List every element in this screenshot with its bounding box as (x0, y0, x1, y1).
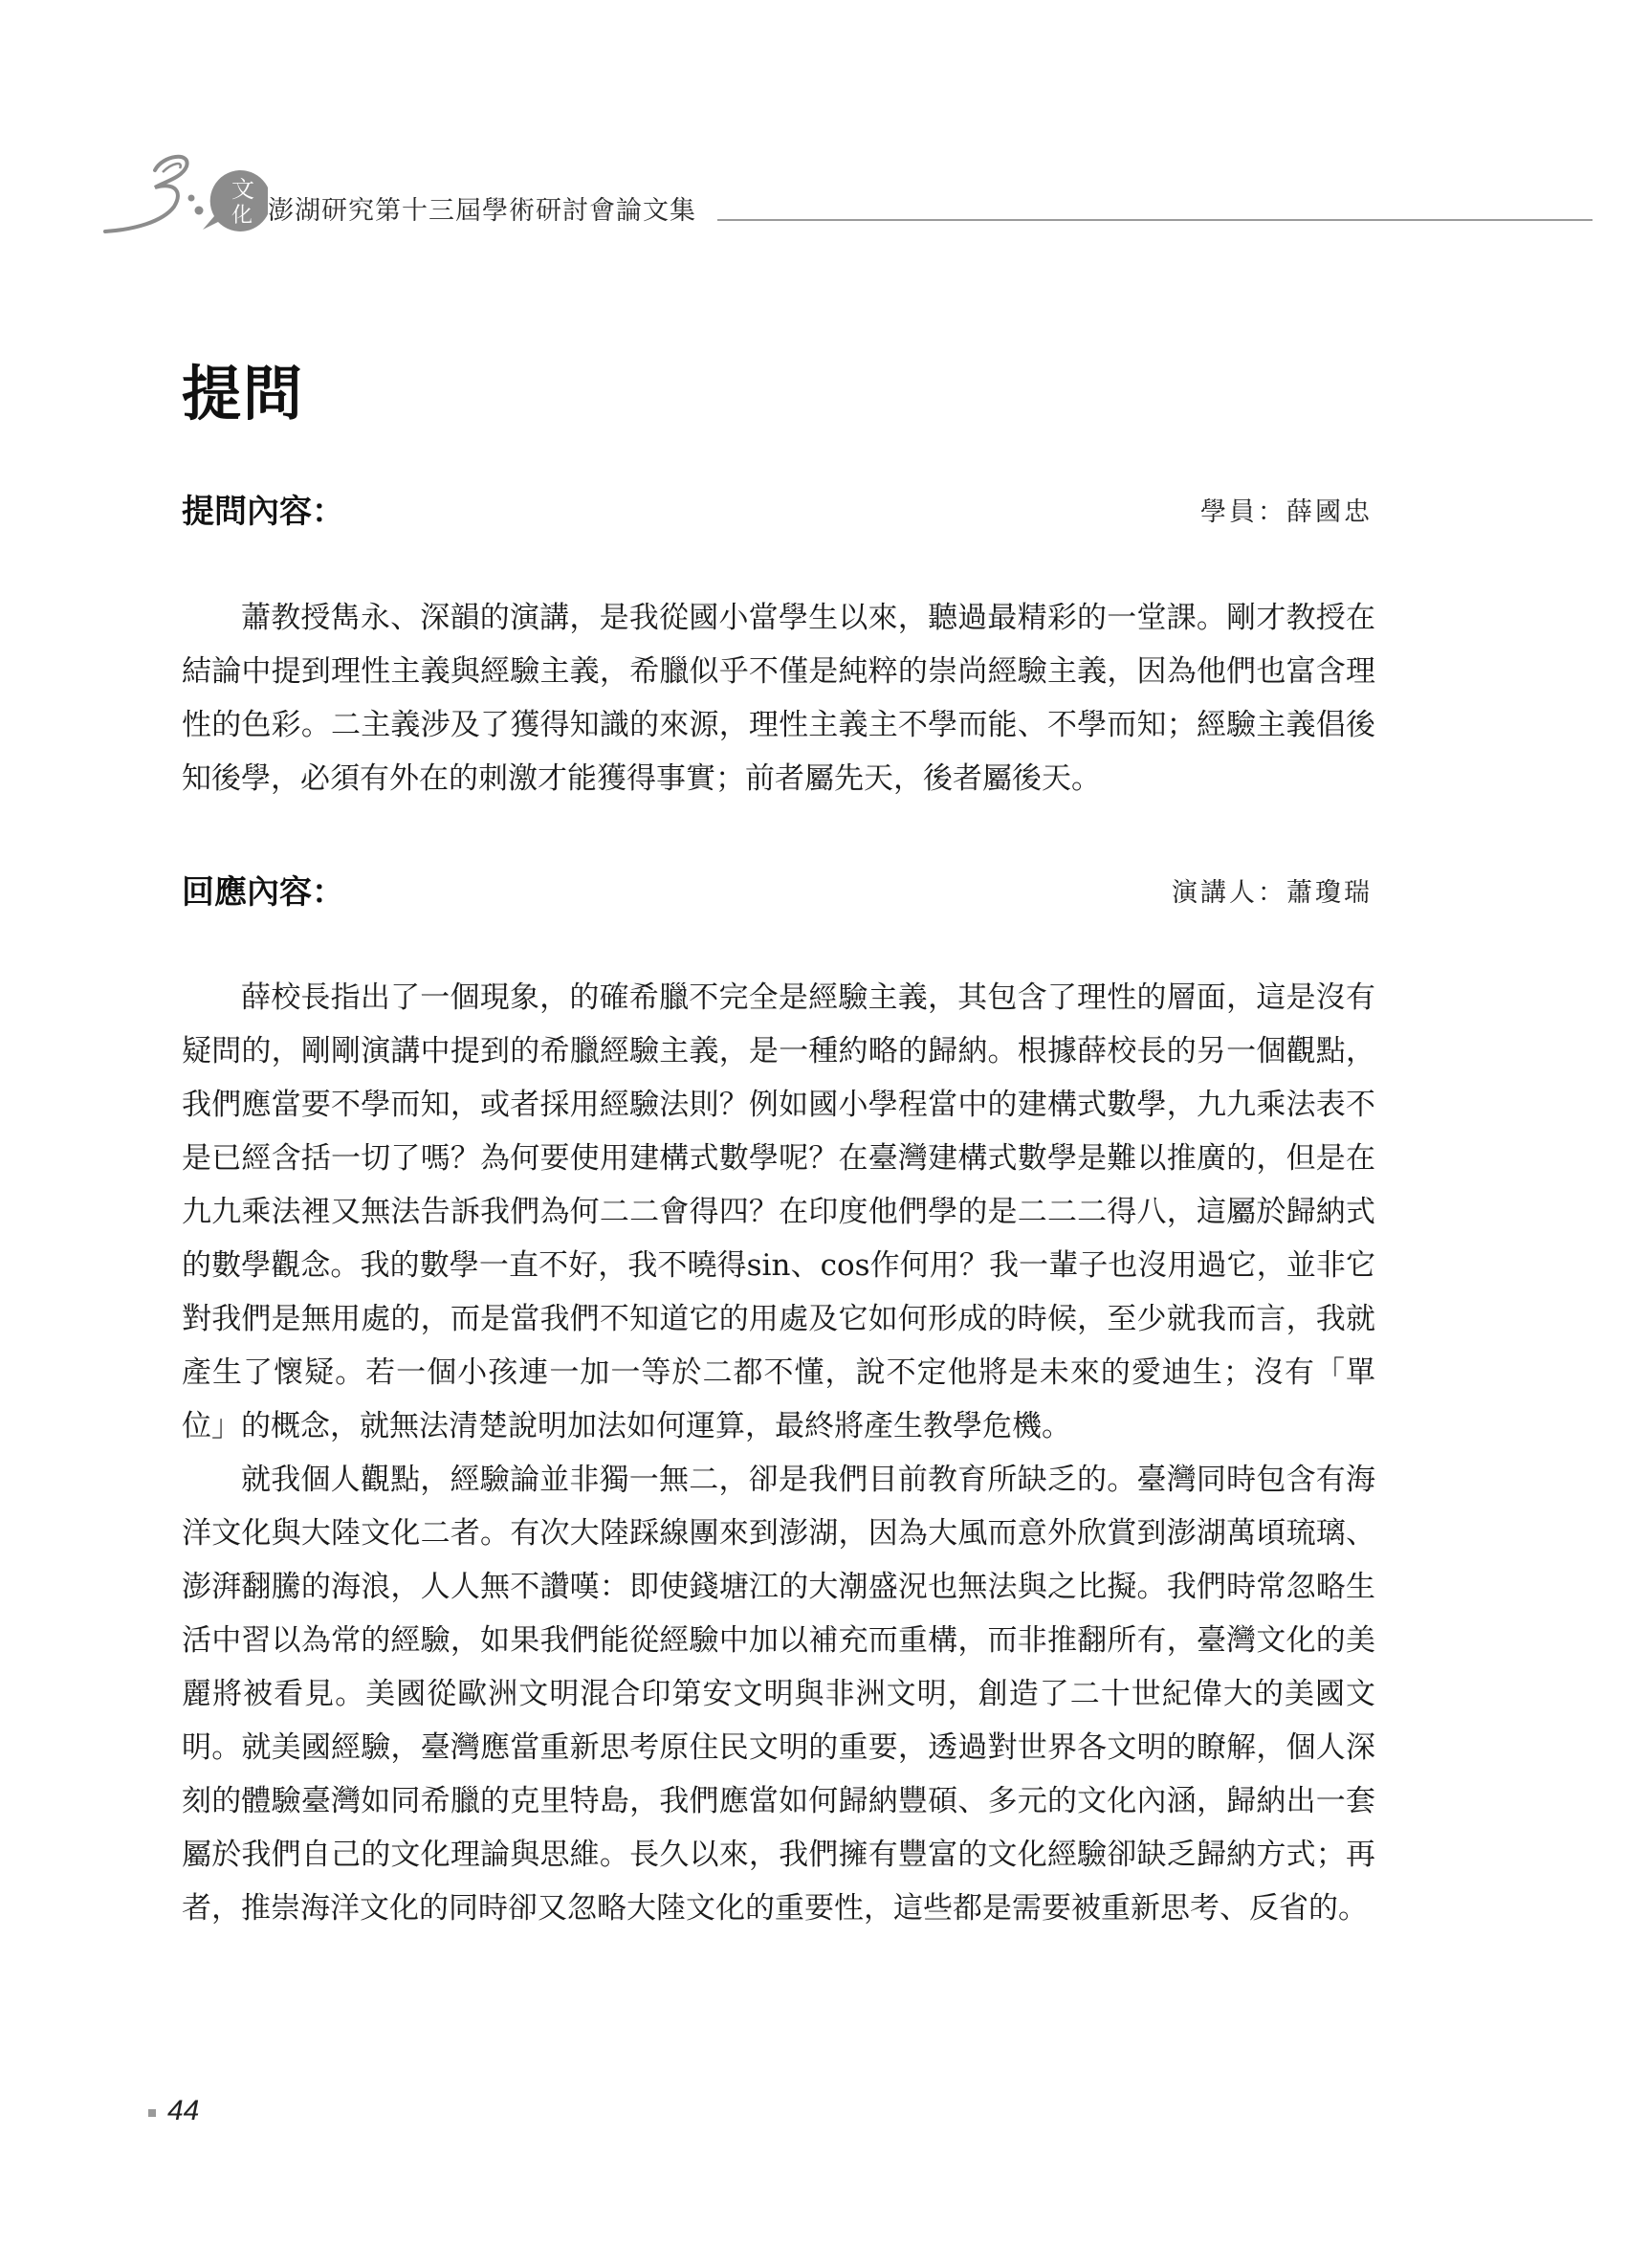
response-label: 回應內容： (182, 873, 344, 912)
logo-glyph-hua: 化 (231, 204, 253, 228)
response-paragraph: 就我個人觀點，經驗論並非獨一無二，卻是我們目前教育所缺乏的。臺灣同時包含有海洋文化與大陸文化二者。有次大陸踩線團來到澎湖，因為大風而意外欣賞到澎湖萬頃琉璃、澎湃翻騰的海浪，人人無不讚嘆：即使錢塘江的大潮盛況也無法與之比擬。我們時常忽略生活中習以為常的經驗，如果我們能從經驗中加以補充而重構，而非推翻所有，臺灣文化的美麗將被看見。美國從歐洲文明混合印第安文明與非洲文明，創造了二十世紀偉大的美國文明。就美國經驗，臺灣應當重新思考原住民文明的重要，透過對世界各文明的瞭解，個人深刻的體驗臺灣如同希臘的克里特島，我們應當如何歸納豐碩、多元的文化內涵，歸納出一套屬於我們自己的文化理論與思維。長久以來，我們擁有豐富的文化經驗卻缺乏歸納方式；再者，推崇海洋文化的同時卻又忽略大陸文化的重要性，這些都是需要被重新思考、反省的。 (182, 1463, 1375, 1926)
logo-glyph-wen: 文 (231, 176, 254, 203)
response-body (182, 971, 1375, 1935)
page-number: 44 (167, 2095, 200, 2126)
running-header (96, 134, 1597, 239)
footer-square-icon (148, 2109, 156, 2117)
culture-logo-icon (96, 134, 268, 239)
question-body (182, 591, 1375, 805)
response-paragraph: 薛校長指出了一個現象，的確希臘不完全是經驗主義，其包含了理性的層面，這是沒有疑問的，剛剛演講中提到的希臘經驗主義，是一種約略的歸納。根據薛校長的另一個觀點，我們應當要不學而知，或者採用經驗法則？例如國小學程當中的建構式數學，九九乘法表不是已經含括一切了嗎？為何要使用建構式數學呢？在臺灣建構式數學是難以推廣的，但是在九九乘法裡又無法告訴我們為何二二會得四？在印度他們學的是二二二得八，這屬於歸納式的數學觀念。我的數學一直不好，我不曉得sin、cos作何用？我一輩子也沒用過它，並非它對我們是無用處的，而是當我們不知道它的用處及它如何形成的時候，至少就我而言，我就產生了懷疑。若一個小孩連一加一等於二都不懂，說不定他將是未來的愛迪生；沒有「單位」的概念，就無法清楚說明加法如何運算，最終將產生教學危機。 (182, 980, 1375, 1443)
question-heading (182, 485, 1373, 533)
question-paragraph: 蕭教授雋永、深韻的演講，是我從國小當學生以來，聽過最精彩的一堂課。剛才教授在結論中提到理性主義與經驗主義，希臘似乎不僅是純粹的崇尚經驗主義，因為他們也富含理性的色彩。二主義涉及了獲得知識的來源，理性主義主不學而能、不學而知；經驗主義倡後知後學，必須有外在的刺激才能獲得事實；前者屬先天，後者屬後天。 (182, 601, 1375, 796)
page-title: 提問 (182, 359, 305, 429)
response-speaker: 演講人：蕭瓊瑞 (1172, 878, 1373, 908)
question-speaker: 學員：薛國忠 (1200, 497, 1373, 527)
book-title: 澎湖研究第十三屆學術研討會論文集 (268, 196, 696, 226)
response-heading (182, 866, 1373, 914)
header-divider (717, 219, 1593, 221)
question-label: 提問內容： (182, 493, 344, 531)
